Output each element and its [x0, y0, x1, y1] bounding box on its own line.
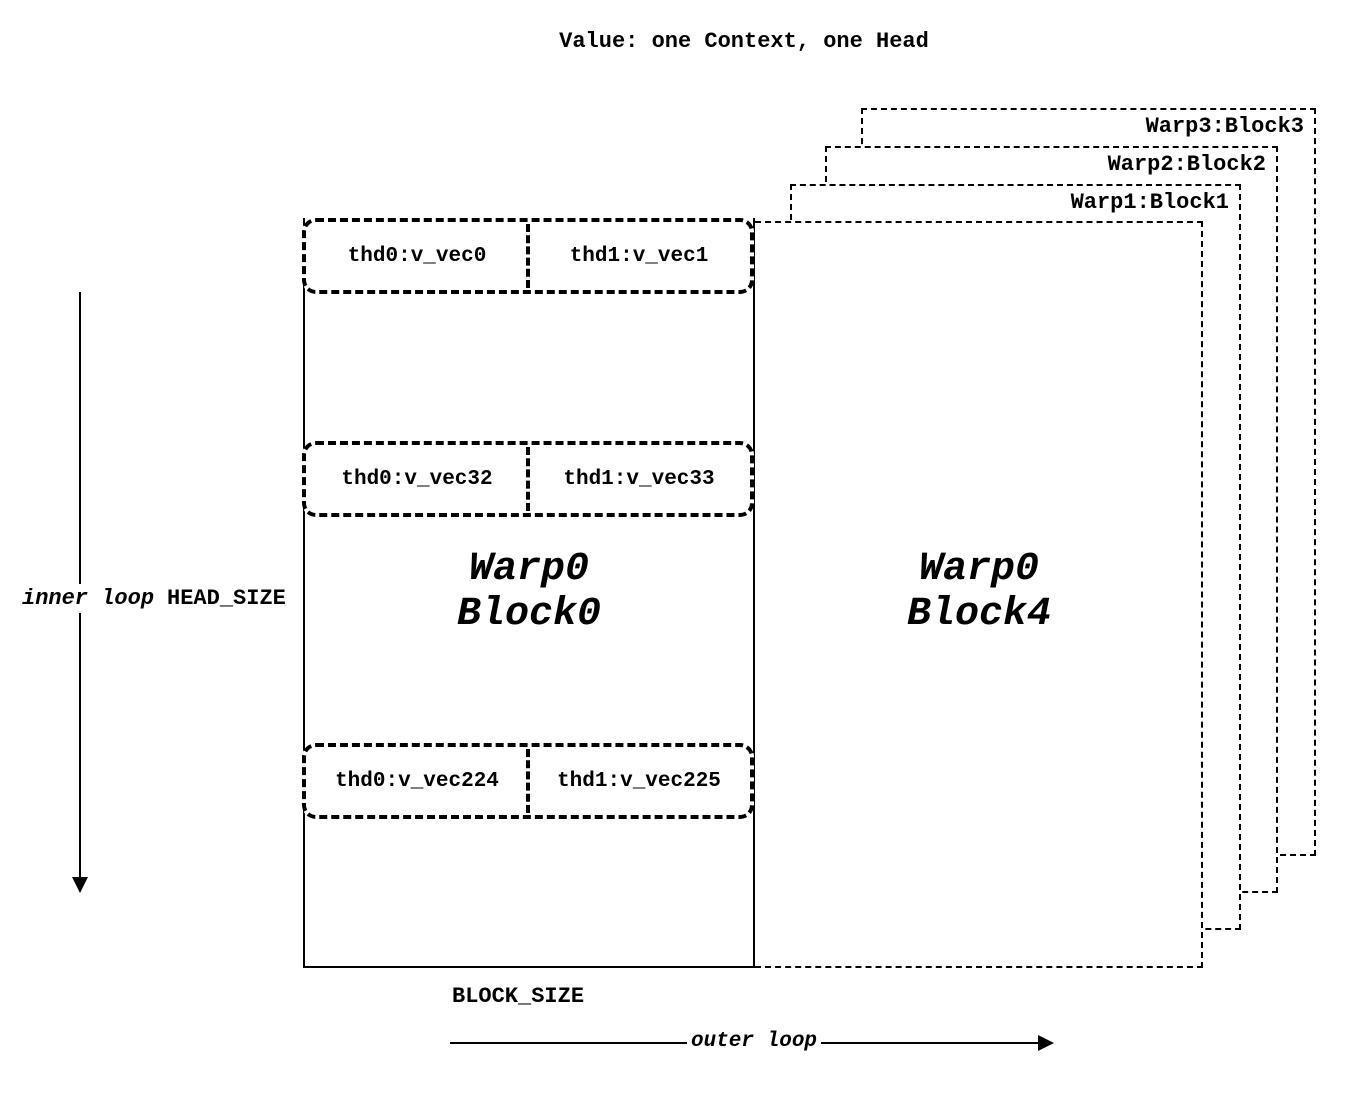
thread-row-0 — [302, 218, 754, 294]
outer-loop-label: outer loop — [687, 1030, 821, 1053]
thread-cell-thd0-vvec0: thd0:v_vec0 — [347, 244, 487, 268]
thread-row-1 — [302, 441, 754, 517]
inner-loop-arrowhead-icon — [72, 877, 88, 893]
warp0-block4-label-line1: Warp0 — [918, 547, 1040, 592]
thread-cell-thd1-vvec1: thd1:v_vec1 — [569, 244, 709, 268]
warp3-block3-label: Warp3:Block3 — [1145, 114, 1304, 139]
outer-loop-arrowhead-icon — [1038, 1035, 1054, 1051]
warp0-block0-label-line1: Warp0 — [468, 547, 590, 592]
thread-cell-thd0-vvec224: thd0:v_vec224 — [335, 769, 499, 793]
thread-cell-thd0-vvec32: thd0:v_vec32 — [341, 467, 493, 491]
inner-loop-text: inner loop — [22, 586, 155, 611]
warp0-block0-label — [379, 547, 679, 637]
diagram-title: Value: one Context, one Head — [559, 29, 929, 54]
thread-cell-thd1-vvec225: thd1:v_vec225 — [557, 769, 721, 793]
warp0-block4-label-line2: Block4 — [906, 592, 1052, 637]
thread-cell-thd1-vvec33: thd1:v_vec33 — [563, 467, 715, 491]
warp2-block2-label: Warp2:Block2 — [1107, 152, 1266, 177]
inner-loop-label — [18, 584, 290, 613]
warp1-block1-label: Warp1:Block1 — [1070, 190, 1229, 215]
thread-row-divider — [526, 749, 530, 813]
thread-row-divider — [526, 224, 530, 288]
warp0-block0-label-line2: Block0 — [456, 592, 602, 637]
head-size-label: HEAD_SIZE — [167, 586, 286, 611]
warp0-block4-label — [829, 547, 1129, 637]
thread-row-divider — [526, 447, 530, 511]
thread-row-2 — [302, 743, 754, 819]
block-size-label: BLOCK_SIZE — [452, 984, 585, 1009]
